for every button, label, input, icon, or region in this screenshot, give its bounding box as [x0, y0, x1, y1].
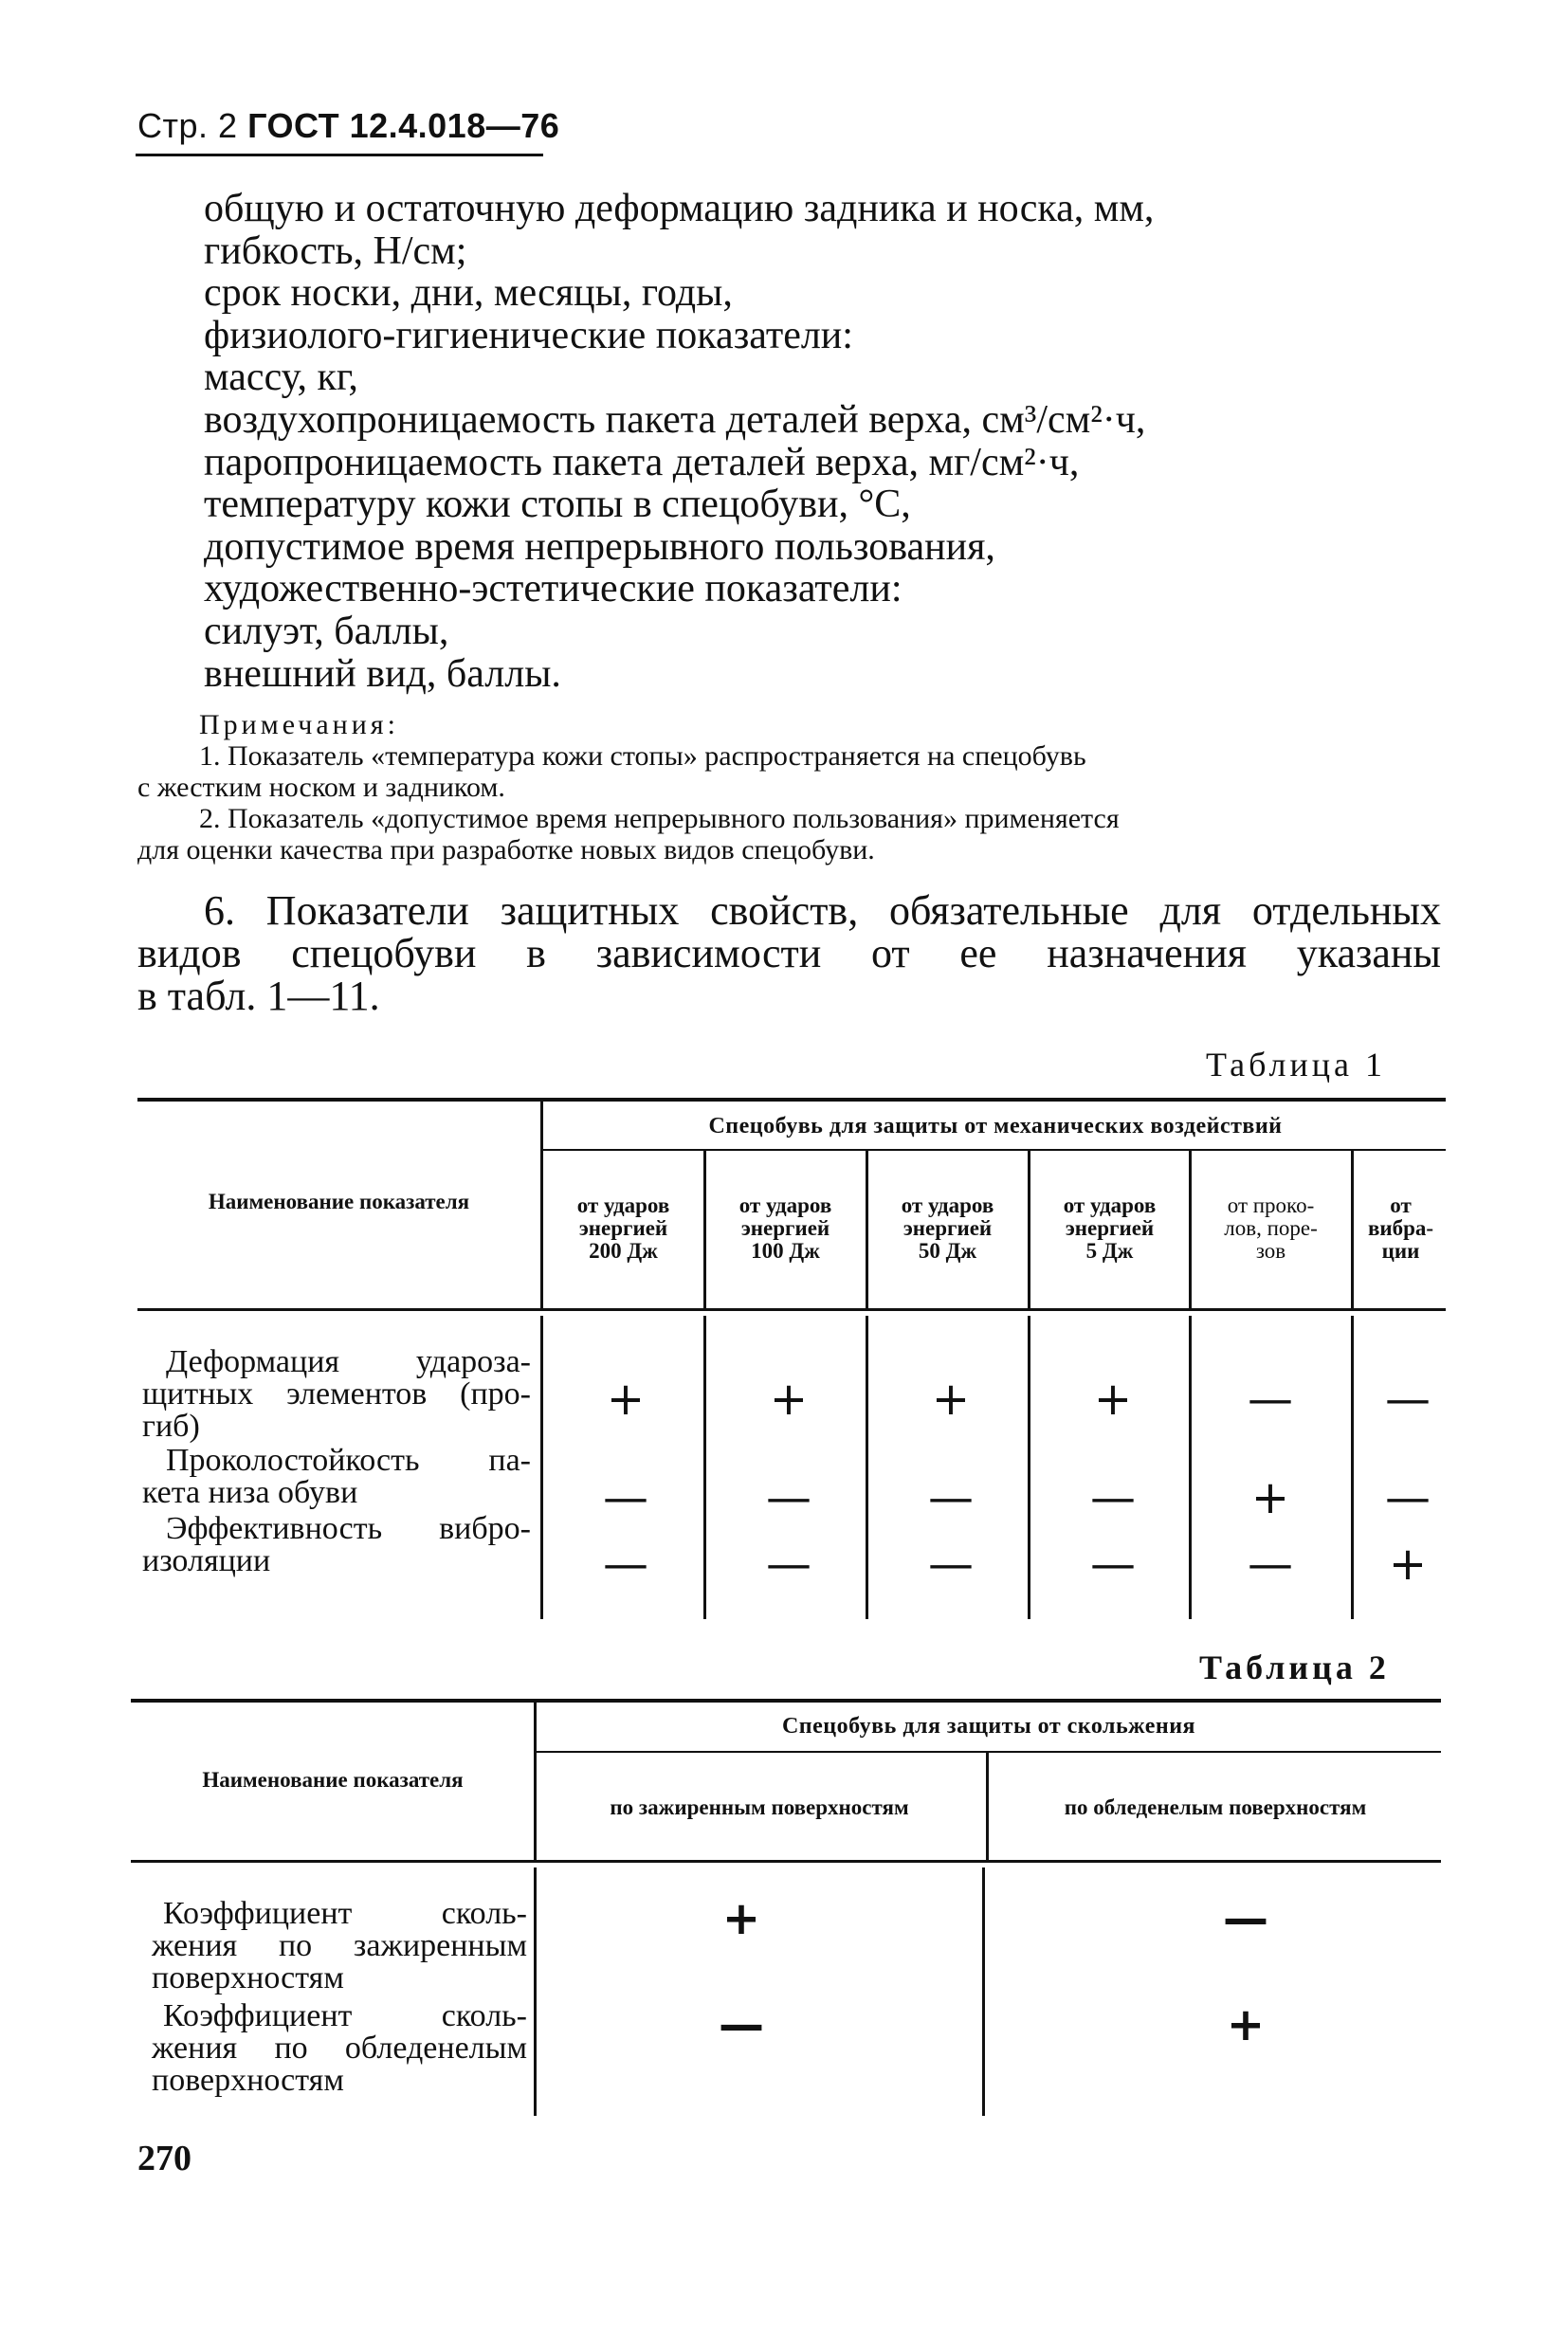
list-item: внешний вид, баллы. — [204, 651, 561, 696]
table-2-header-rule — [131, 1860, 1441, 1863]
table-1-divider — [1028, 1151, 1030, 1310]
table-1-top-rule — [137, 1098, 1446, 1102]
table-1-col-header: от ударов энергией 50 Дж — [901, 1193, 994, 1263]
table-2-col-header: по обледенелым поверхностям — [1064, 1795, 1367, 1819]
table-2-col-header: по зажиренным поверхностям — [610, 1795, 909, 1819]
paragraph-6-line: 6. Показатели защитных свойств, обязательные для отдельных — [204, 887, 1441, 934]
table-2-value: — — [719, 1998, 764, 2051]
list-item: допустимое время непрерывного пользования, — [204, 524, 995, 569]
table-1-value: — — [603, 1471, 648, 1524]
table-1-value: — — [1385, 1373, 1431, 1426]
page-number: 270 — [137, 2139, 191, 2178]
table-1-value: — — [766, 1538, 811, 1591]
table-1-value: — — [1090, 1538, 1136, 1591]
notes — [137, 709, 1446, 865]
table-1-value: — — [928, 1471, 974, 1524]
note-1-line-2: с жестким носком и задником. — [137, 772, 505, 803]
table-2-value: — — [1223, 1892, 1268, 1945]
table-1-value: — — [1090, 1471, 1136, 1524]
list-item: общую и остаточную деформацию задника и носка, мм, — [204, 187, 1155, 230]
table-1-col-header: от ударов энергией 200 Дж — [576, 1193, 670, 1263]
note-2-line-2: для оценки качества при разработке новых видов спецобуви. — [137, 834, 875, 865]
table-1-group-header: Спецобувь для защиты от механических воздействий — [708, 1114, 1283, 1139]
table-1-col-header: от вибра- ции — [1367, 1193, 1434, 1263]
table-1-row-label: Деформация удароза- щитных элементов (про- гиб) — [142, 1344, 531, 1444]
table-1-col-header: от ударов энергией 100 Дж — [738, 1193, 832, 1263]
table-1-value: + — [931, 1373, 971, 1426]
table-1-caption: Таблица 1 — [1206, 1046, 1386, 1084]
note-1-line-1: 1. Показатель «температура кожи стопы» распространяется на спецобувь — [199, 740, 1086, 772]
table-1-value: — — [928, 1538, 974, 1591]
table-2-caption: Таблица 2 — [1199, 1649, 1390, 1686]
table-1-name-header: Наименование показателя — [208, 1190, 470, 1213]
table-1-value: — — [1248, 1373, 1293, 1426]
table-2-top-rule — [131, 1699, 1441, 1703]
table-1-divider — [1189, 1151, 1192, 1310]
table-1-divider — [1189, 1316, 1192, 1619]
table-1-divider — [1028, 1316, 1030, 1619]
table-1-divider — [866, 1316, 868, 1619]
table-2-divider — [982, 1867, 985, 2116]
page-prefix: Стр. 2 — [137, 106, 238, 145]
table-1-divider — [1351, 1151, 1354, 1310]
page-header — [137, 106, 559, 146]
table-2-name-header: Наименование показателя — [202, 1768, 464, 1792]
table-2-row-label: Коэффициент сколь- жения по обледенелым поверхностям — [152, 1998, 527, 2098]
table-1-value: — — [1248, 1538, 1293, 1591]
table-1-col-header: от ударов энергией 5 Дж — [1063, 1193, 1157, 1263]
list-item: силуэт, баллы, — [204, 609, 449, 653]
table-1-col-header: от проко- лов, поре- зов — [1224, 1193, 1318, 1263]
standard-number: ГОСТ 12.4.018—76 — [247, 106, 560, 145]
table-1-value: — — [1385, 1471, 1431, 1524]
table-1-row-label: Эффективность вибро- изоляции — [142, 1511, 531, 1578]
list-item: паропроницаемость пакета деталей верха, мг/см²·ч, — [204, 440, 1080, 484]
table-2-row-label: Коэффициент сколь- жения по зажиренным поверхностям — [152, 1896, 527, 1995]
table-2-divider — [986, 1753, 989, 1862]
table-2-value: + — [1226, 1998, 1266, 2051]
table-2-value: + — [721, 1892, 761, 1945]
notes-title: Примечания: — [199, 709, 399, 740]
paragraph-6 — [137, 889, 1441, 1017]
table-1-value: + — [769, 1373, 809, 1426]
table-1-value: + — [1388, 1538, 1428, 1591]
list-item: воздухопроницаемость пакета деталей верха, см³/см²·ч, — [204, 397, 1146, 442]
table-1-divider — [703, 1151, 706, 1310]
table-1-value: + — [1250, 1471, 1290, 1524]
table-1-divider — [1351, 1316, 1354, 1619]
table-1-row-label: Проколостойкость па- кета низа обуви — [142, 1443, 531, 1510]
table-2-group-header: Спецобувь для защиты от скольжения — [781, 1714, 1196, 1739]
table-1-value: + — [606, 1373, 646, 1426]
list-item: массу, кг, — [204, 355, 358, 400]
list-item: физиолого-гигиенические показатели: — [204, 313, 853, 357]
table-1-divider — [866, 1151, 868, 1310]
paragraph-6-line: видов спецобуви в зависимости от ее назначения указаны — [137, 930, 1441, 976]
indicator-list — [204, 188, 1436, 695]
table-1-value: + — [1093, 1373, 1133, 1426]
table-1-value: — — [766, 1471, 811, 1524]
table-2-group-rule — [537, 1751, 1441, 1753]
table-1-value: — — [603, 1538, 648, 1591]
note-2-line-1: 2. Показатель «допустимое время непрерывного пользования» применяется — [199, 803, 1120, 834]
table-1-divider — [703, 1316, 706, 1619]
table-1-group-rule — [542, 1149, 1446, 1151]
list-item: художественно-эстетические показатели: — [204, 567, 903, 611]
list-item: гибкость, Н/см; — [204, 228, 467, 273]
table-1-divider — [540, 1316, 543, 1619]
list-item: срок носки, дни, месяцы, годы, — [204, 271, 733, 316]
table-2-divider — [534, 1867, 537, 2116]
list-item: температуру кожи стопы в спецобуви, °С, — [204, 483, 911, 527]
table-1-divider — [540, 1100, 543, 1310]
header-rule — [136, 154, 543, 156]
paragraph-6-line: в табл. 1—11. — [137, 973, 380, 1019]
table-1-header-rule — [137, 1308, 1446, 1311]
